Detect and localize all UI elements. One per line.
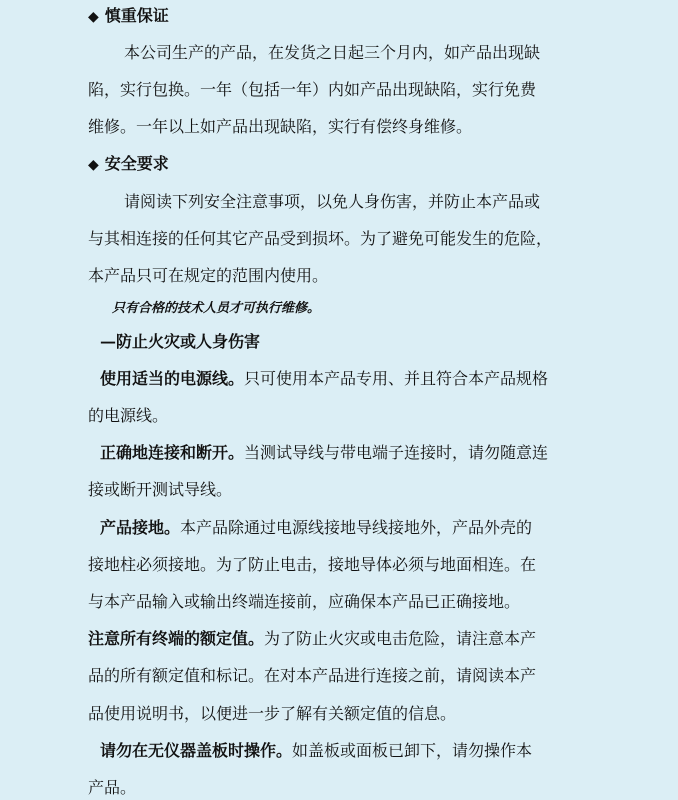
warranty-heading: ◆ 慎重保证 xyxy=(88,6,169,25)
safety-item: 正确地连接和断开。当测试导线与带电端子连接时，请勿随意连 xyxy=(100,443,549,462)
safety-item-line: 接或断开测试导线。 xyxy=(88,480,233,499)
diamond-bullet-icon: ◆ xyxy=(88,9,99,25)
diamond-bullet-icon: ◆ xyxy=(88,157,99,173)
safety-item: 注意所有终端的额定值。为了防止火灾或电击危险，请注意本产 xyxy=(88,629,537,648)
safety-item: 请勿在无仪器盖板时操作。如盖板或面板已卸下，请勿操作本 xyxy=(100,741,533,760)
safety-line: 请阅读下列安全注意事项，以免人身伤害，并防止本产品或 xyxy=(124,192,541,211)
safety-item: 使用适当的电源线。只可使用本产品专用、并且符合本产品规格 xyxy=(100,369,549,388)
safety-item-line: 品的所有额定值和标记。在对本产品进行连接之前，请阅读本产 xyxy=(88,666,537,685)
warranty-line: 陷，实行包换。一年（包括一年）内如产品出现缺陷，实行免费 xyxy=(88,80,537,99)
safety-item-line: 产品。 xyxy=(88,778,137,797)
warranty-line: 本公司生产的产品，在发货之日起三个月内，如产品出现缺 xyxy=(124,43,541,62)
safety-item-line: 与本产品输入或输出终端连接前，应确保本产品已正确接地。 xyxy=(88,592,521,611)
safety-line: 与其相连接的任何其它产品受到损坏。为了避免可能发生的危险， xyxy=(88,229,553,248)
safety-item-line: 接地柱必须接地。为了防止电击，接地导体必须与地面相连。在 xyxy=(88,555,537,574)
safety-heading: ◆ 安全要求 xyxy=(88,154,169,173)
safety-item: 产品接地。本产品除通过电源线接地导线接地外，产品外壳的 xyxy=(100,518,533,537)
safety-line: 本产品只可在规定的范围内使用。 xyxy=(88,266,329,285)
safety-item-line: 品使用说明书，以便进一步了解有关额定值的信息。 xyxy=(88,704,457,723)
safety-item-line: 的电源线。 xyxy=(88,406,169,425)
warranty-line: 维修。一年以上如产品出现缺陷，实行有偿终身维修。 xyxy=(88,117,473,136)
maintenance-note: 只有合格的技术人员才可执行维修。 xyxy=(112,301,321,316)
fire-injury-subheading: —防止火灾或人身伤害 xyxy=(100,332,261,351)
